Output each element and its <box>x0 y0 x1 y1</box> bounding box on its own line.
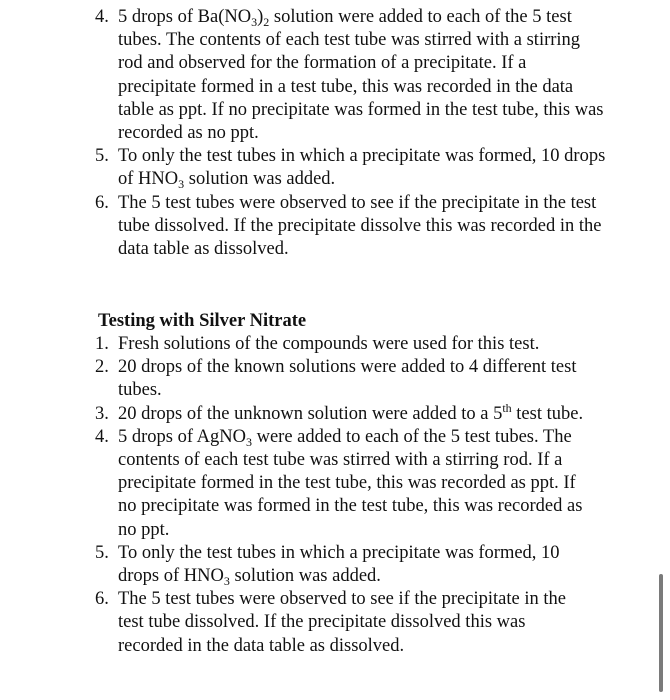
list-item <box>0 333 670 356</box>
item-number: 3. <box>95 403 109 424</box>
item-number: 2. <box>95 357 109 378</box>
item-number: 1. <box>95 334 109 354</box>
item-text: 20 drops of the known solutions were added to 4 different test tubes. <box>118 357 577 401</box>
item-text: The 5 test tubes were observed to see if the precipitate in the test tube dissolved. If the precipitate dissolve this was recorded in the data table as dissolved. <box>118 192 602 260</box>
list-item <box>0 356 670 402</box>
item-text: To only the test tubes in which a precipitate was formed, 10 drops of $HNO_3$ solution was added. <box>118 542 560 589</box>
list-item <box>0 588 670 658</box>
list-item <box>0 192 670 262</box>
item-number: 6. <box>95 192 109 213</box>
item-text: To only the test tubes in which a precipitate was formed, 10 drops of $HNO_3$ solution was added. <box>118 146 606 192</box>
silver-nitrate-procedure-list <box>0 333 670 658</box>
list-item <box>0 400 670 426</box>
item-number: 4. <box>95 426 109 447</box>
list-item <box>0 145 670 191</box>
item-text: The 5 test tubes were observed to see if the precipitate in the test tube dissolved. If the precipitate dissolved this was recorded in the data table as dissolved. <box>118 589 566 656</box>
item-number: 6. <box>95 589 109 610</box>
scrollbar-thumb[interactable] <box>659 574 663 692</box>
item-number: 5. <box>95 542 109 563</box>
list-item <box>0 6 670 145</box>
procedure-list-continued <box>0 6 670 261</box>
list-item <box>0 542 670 588</box>
item-number: 5. <box>95 146 109 167</box>
item-text: 5 drops of AgNO$_3$ were added to each of the 5 test tubes. The contents of each test tube was stirred with a stirring rod. If a precipitate formed in the test tube, this was recorded as ppt. If no precipitate was formed in the test tube, this was recorded as no ppt. <box>118 426 583 540</box>
item-text: 20 drops of the unknown solution were added to a 5th test tube. <box>118 400 584 424</box>
item-text: 5 drops of $Ba(NO_3)_2$ solution were added to each of the 5 test tubes. The contents of each test tube was stirred with a stirring rod and observed for the formation of a precipitate. If a precipitate formed in a test tube, this was recorded in the data table as ppt. If no precipitate was formed in the test tube, this was recorded as no ppt. <box>118 7 604 144</box>
item-text: Fresh solutions of the compounds were used for this test. <box>118 334 540 354</box>
section-heading: Testing with Silver Nitrate <box>98 311 307 331</box>
list-item <box>0 426 670 542</box>
item-number: 4. <box>95 7 109 27</box>
